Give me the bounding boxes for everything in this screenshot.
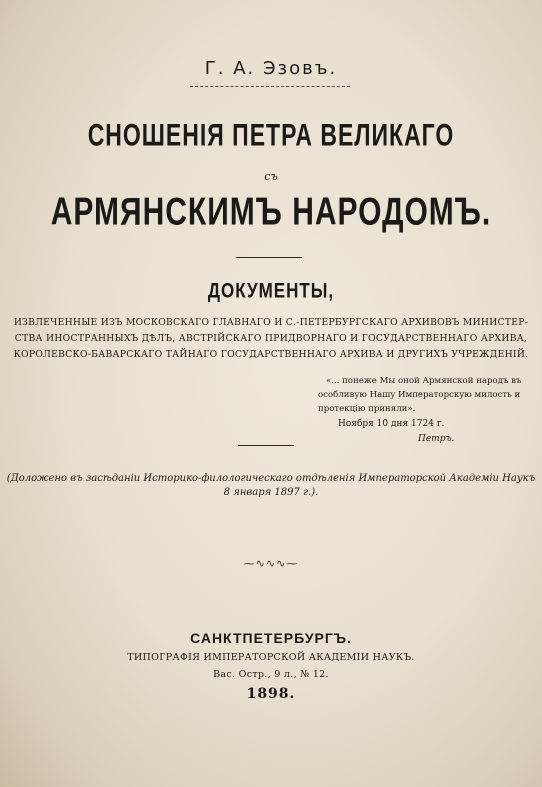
- epigraph-line: «... понеже Мы оной Армянской народъ въ: [326, 376, 522, 386]
- title-line-2: АРМЯНСКИМЪ НАРОДОМЪ.: [50, 190, 492, 234]
- publisher-address: Вас. Остр., 9 л., № 12.: [213, 669, 329, 680]
- title-divider: [236, 257, 302, 258]
- presentation-note-date: 8 января 1897 г.).: [223, 487, 319, 498]
- epigraph-divider: [238, 445, 294, 446]
- title-connector: съ: [264, 170, 278, 183]
- epigraph-signature: Петръ.: [418, 434, 455, 444]
- author-name: Г. А. Эзовъ.: [204, 58, 338, 79]
- publication-year: 1898.: [246, 686, 296, 702]
- publisher-city: САНКТПЕТЕРБУРГЪ.: [190, 630, 352, 646]
- epigraph-date: Ноября 10 дня 1724 г.: [338, 419, 445, 429]
- author-underline: [190, 86, 350, 87]
- title-line-1: СНОШЕНІЯ ПЕТРА ВЕЛИКАГО: [87, 117, 455, 153]
- publisher-press: ТИПОГРАФІЯ ИМПЕРАТОРСКОЙ АКАДЕМІИ НАУКЪ.: [127, 652, 415, 663]
- subtitle-line: ИЗВЛЕЧЕННЫЕ ИЗЪ МОСКОВСКАГО ГЛАВНАГО И С.-ПЕТЕРБУРГСКАГО АРХИВОВЪ МИНИСТЕР-: [13, 317, 529, 328]
- ornament: ⁓∿∿∿⁓: [243, 557, 299, 570]
- epigraph-line: протекцію приняли».: [318, 404, 416, 414]
- subtitle-line: КОРОЛЕВСКО-БАВАРСКАГО ТАЙНАГО ГОСУДАРСТВЕННАГО АРХИВА И ДРУГИХЪ УЧРЕЖДЕНІЙ.: [13, 349, 529, 360]
- subtitle-line: СТВА ИНОСТРАННЫХЪ ДѢЛЪ, АВСТРІЙСКАГО ПРИДВОРНАГО И ГОСУДАРСТВЕННАГО АРХИВА,: [14, 333, 528, 344]
- section-heading: ДОКУМЕНТЫ,: [207, 278, 335, 303]
- presentation-note: (Доложено въ засѣданіи Историко-филологическаго отдѣленія Императорской Академіи Наукъ: [6, 473, 536, 484]
- epigraph-line: особливую Нашу Императорскую милость и: [318, 390, 521, 400]
